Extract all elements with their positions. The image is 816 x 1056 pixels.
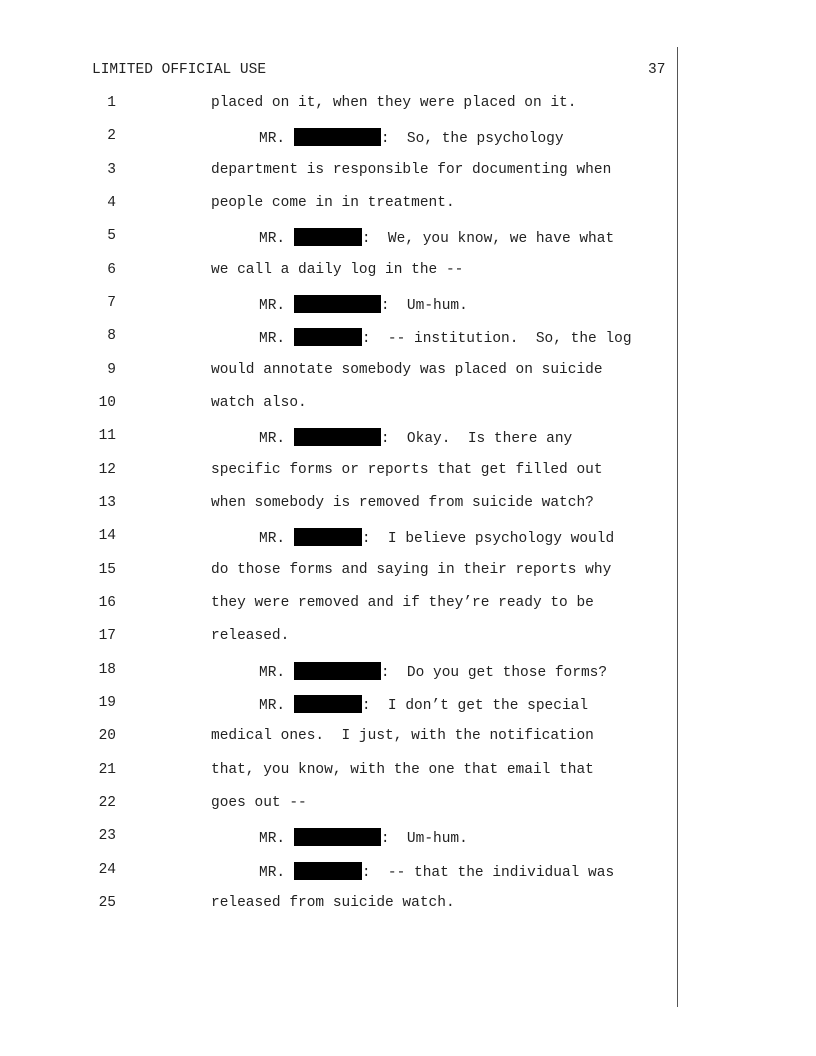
speaker-title: MR. [259, 531, 294, 548]
line-text [211, 195, 455, 211]
spoken-text: : Do you get those forms? [380, 664, 608, 681]
speaker-title: MR. [259, 864, 294, 881]
transcript-line [0, 862, 816, 882]
line-number: 16 [98, 594, 116, 611]
line-number: 11 [98, 428, 116, 445]
transcript-line [0, 462, 816, 482]
transcript-line [0, 695, 816, 715]
line-number: 21 [98, 761, 116, 778]
spoken-text: department is responsible for documenting when [211, 161, 612, 178]
spoken-text: when somebody is removed from suicide watch? [211, 494, 594, 511]
transcript-line [0, 762, 816, 782]
spoken-text: do those forms and saying in their reports why [211, 561, 612, 578]
transcript-line [0, 795, 816, 815]
line-text [259, 528, 614, 547]
transcript-line [0, 195, 816, 215]
spoken-text: : So, the psychology [380, 131, 564, 148]
line-number: 22 [98, 794, 116, 811]
spoken-text: released. [211, 628, 290, 645]
transcript-line [0, 95, 816, 115]
line-text [211, 762, 594, 778]
line-number: 19 [98, 694, 116, 711]
transcript-line [0, 628, 816, 648]
line-text [211, 395, 307, 411]
transcript-line [0, 262, 816, 282]
spoken-text: watch also. [211, 394, 307, 411]
transcript-line [0, 228, 816, 248]
transcript-line [0, 728, 816, 748]
speaker-title: MR. [259, 297, 294, 314]
spoken-text: goes out -- [211, 794, 307, 811]
redaction-box [294, 695, 362, 713]
line-text [211, 462, 603, 478]
line-number: 10 [98, 394, 116, 411]
transcript-line [0, 662, 816, 682]
spoken-text: we call a daily log in the -- [211, 261, 464, 278]
transcript-line [0, 828, 816, 848]
line-text [211, 595, 594, 611]
line-text [259, 295, 468, 314]
page-number: 37 [648, 62, 666, 78]
line-number: 14 [98, 528, 116, 545]
speaker-title: MR. [259, 231, 294, 248]
line-number: 2 [107, 128, 116, 145]
spoken-text: that, you know, with the one that email that [211, 761, 594, 778]
transcript-line [0, 295, 816, 315]
spoken-text: people come in in treatment. [211, 194, 455, 211]
line-text [211, 628, 289, 644]
spoken-text: : -- that the individual was [361, 864, 615, 881]
line-text [211, 362, 603, 378]
line-number: 9 [107, 361, 116, 378]
line-text [259, 662, 607, 681]
line-text [259, 862, 614, 881]
redaction-box [294, 428, 381, 446]
spoken-text: : Um-hum. [380, 831, 468, 848]
line-number: 1 [107, 95, 116, 111]
line-text [211, 895, 455, 911]
transcript-line [0, 162, 816, 182]
line-number: 17 [98, 628, 116, 645]
spoken-text: : Okay. Is there any [380, 431, 573, 448]
line-text [259, 828, 468, 847]
transcript-line [0, 895, 816, 915]
line-number: 6 [107, 261, 116, 278]
speaker-title: MR. [259, 331, 294, 348]
redaction-box [294, 662, 381, 680]
transcript-line [0, 562, 816, 582]
line-number: 12 [98, 461, 116, 478]
line-number: 23 [98, 828, 116, 845]
transcript-line [0, 595, 816, 615]
line-text [259, 428, 572, 447]
line-number: 13 [98, 494, 116, 511]
line-number: 8 [107, 328, 116, 345]
spoken-text: : I don’t get the special [361, 697, 589, 714]
line-text [211, 728, 594, 744]
transcript-line [0, 328, 816, 348]
transcript-line [0, 428, 816, 448]
transcript-line [0, 362, 816, 382]
spoken-text: placed on it, when they were placed on it. [211, 95, 577, 111]
redaction-box [294, 128, 381, 146]
spoken-text: released from suicide watch. [211, 894, 455, 911]
line-text [211, 95, 576, 111]
spoken-text: : Um-hum. [380, 297, 468, 314]
line-number: 24 [98, 861, 116, 878]
spoken-text: : We, you know, we have what [361, 231, 615, 248]
speaker-title: MR. [259, 697, 294, 714]
line-number: 5 [107, 228, 116, 245]
transcript-line [0, 395, 816, 415]
spoken-text: specific forms or reports that get filled out [211, 461, 603, 478]
line-number: 25 [98, 894, 116, 911]
speaker-title: MR. [259, 831, 294, 848]
page-header-classification: LIMITED OFFICIAL USE [92, 62, 267, 78]
redaction-box [294, 228, 362, 246]
line-number: 20 [98, 728, 116, 745]
line-number: 3 [107, 161, 116, 178]
line-number: 4 [107, 194, 116, 211]
spoken-text: : -- institution. So, the log [361, 331, 632, 348]
speaker-title: MR. [259, 131, 294, 148]
redaction-box [294, 295, 381, 313]
line-text [259, 695, 588, 714]
line-text [211, 795, 307, 811]
redaction-box [294, 528, 362, 546]
line-number: 18 [98, 661, 116, 678]
line-text [259, 128, 564, 147]
speaker-title: MR. [259, 664, 294, 681]
line-text [211, 262, 463, 278]
transcript-line [0, 128, 816, 148]
transcript-line [0, 495, 816, 515]
line-text [211, 162, 611, 178]
spoken-text: : I believe psychology would [361, 531, 615, 548]
line-text [211, 562, 611, 578]
spoken-text: medical ones. I just, with the notification [211, 728, 594, 745]
line-text [259, 328, 632, 347]
redaction-box [294, 862, 362, 880]
line-text [211, 495, 594, 511]
line-text [259, 228, 614, 247]
speaker-title: MR. [259, 431, 294, 448]
line-number: 15 [98, 561, 116, 578]
redaction-box [294, 828, 381, 846]
spoken-text: they were removed and if they’re ready to be [211, 594, 594, 611]
redaction-box [294, 328, 362, 346]
line-number: 7 [107, 294, 116, 311]
transcript-line [0, 528, 816, 548]
spoken-text: would annotate somebody was placed on suicide [211, 361, 603, 378]
